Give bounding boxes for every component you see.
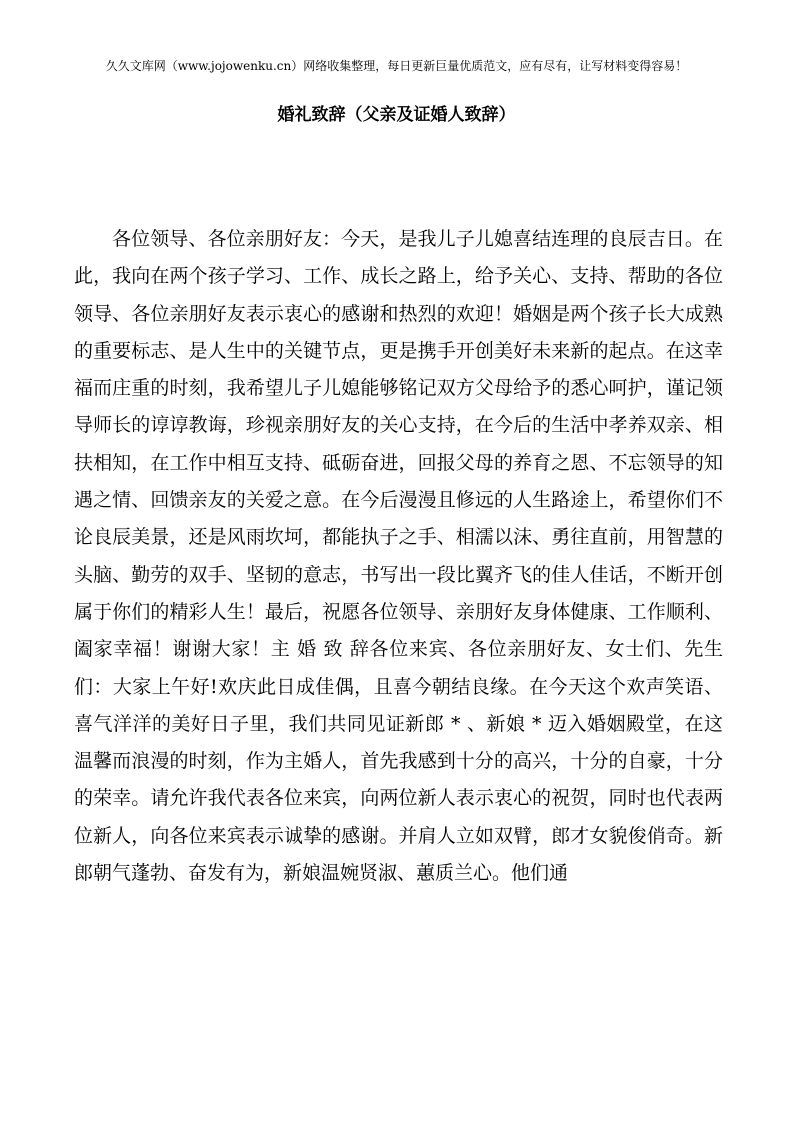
body-paragraph: 各位领导、各位亲朋好友：今天，是我儿子儿媳喜结连理的良辰吉日。在此，我向在两个孩子学习、工作、成长之路上，给予关心、支持、帮助的各位领导、各位亲朋好友表示衷心的感谢和热烈的欢迎！婚姻是两个孩子长大成熟的重要标志、是人生中的关键节点，更是携手开创美好未来新的起点。在这幸福而庄重的时刻，我希望儿子儿媳能够铭记双方父母给予的悉心呵护，谨记领导师长的谆谆教诲，珍视亲朋好友的关心支持，在今后的生活中孝养双亲、相扶相知，在工作中相互支持、砥砺奋进，回报父母的养育之恩、不忘领导的知遇之情、回馈亲友的关爱之意。在今后漫漫且修远的人生路途上，希望你们不论良辰美景，还是风雨坎坷，都能执子之手、相濡以沫、勇往直前，用智慧的头脑、勤劳的双手、坚韧的意志，书写出一段比翼齐飞的佳人佳话，不断开创属于你们的精彩人生！最后，祝愿各位领导、亲朋好友身体健康、工作顺利、阖家幸福！谢谢大家！主 婚 致 辞各位来宾、各位亲朋好友、女士们、先生们：大家上午好!欢庆此日成佳偶，且喜今朝结良缘。在今天这个欢声笑语、喜气洋洋的美好日子里，我们共同见证新郎 * 、新娘 * 迈入婚姻殿堂，在这温馨而浪漫的时刻，作为主婚人，首先我感到十分的高兴，十分的自豪，十分的荣幸。请允许我代表各位来宾，向两位新人表示衷心的祝贺，同时也代表两位新人，向各位来宾表示诚挚的感谢。并肩人立如双臂，郎才女貌俊俏奇。新郎朝气蓬勃、奋发有为，新娘温婉贤淑、蕙质兰心。他们通: [74, 228, 723, 885]
document-title: 婚礼致辞（父亲及证婚人致辞）: [277, 105, 516, 125]
header-note: 久久文库网（www.jojowenku.cn）网络收集整理，每日更新巨量优质范文，应有尽有，让写材料变得容易！: [105, 59, 688, 73]
